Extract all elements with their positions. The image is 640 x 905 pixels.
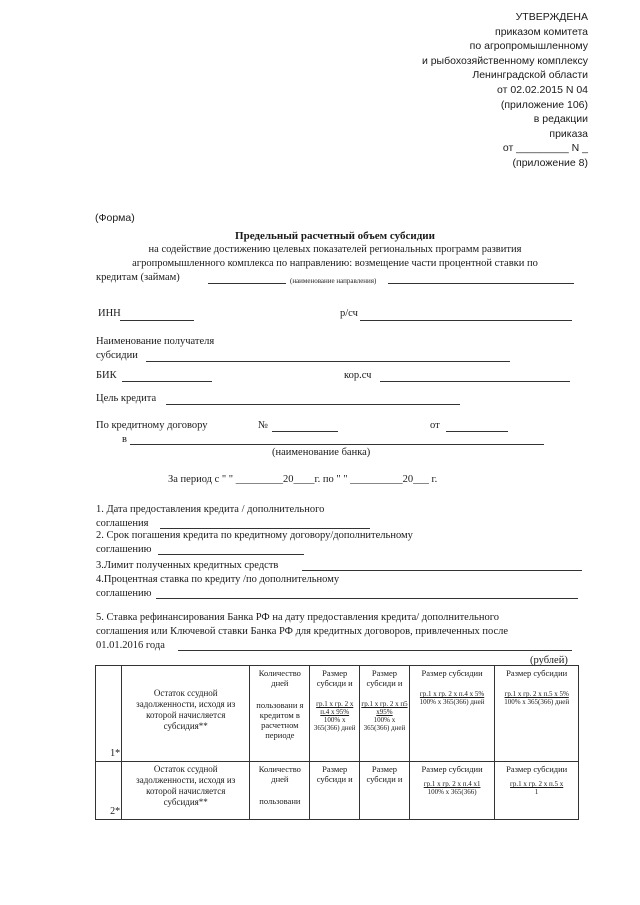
subsidy-cell — [495, 666, 579, 762]
item-4-field[interactable] — [156, 598, 578, 599]
approval-line: в редакции — [533, 113, 588, 126]
credit-purpose-label: Цель кредита — [96, 393, 157, 404]
item-4-line-1: 4.Процентная ставка по кредиту /по дополнительному — [96, 574, 340, 585]
contract-from-label: от — [430, 420, 440, 431]
item-2-line-1: 2. Срок погашения кредита по кредитному договору/дополнительному — [96, 530, 413, 541]
table-row — [96, 762, 579, 820]
subsidy-cell — [360, 762, 410, 820]
subsidy-title: Размер субсиди и — [366, 764, 403, 784]
subsidy-formula: гр.1 х гр. 2 х п.4 х 5% — [419, 690, 485, 698]
bank-name-field[interactable] — [130, 444, 544, 445]
balance-cell: Остаток ссудной задолженности, исходя из которой начисляется субсидия** — [122, 762, 250, 820]
item-1-line-2: соглашения — [96, 518, 149, 529]
subsidy-formula: гр.1 х гр. 2 х п.4 х1 — [423, 780, 481, 788]
approval-line: (приложение 8) — [512, 156, 588, 169]
currency-note: (рублей) — [530, 655, 568, 666]
item-3-field[interactable] — [302, 570, 582, 571]
subsidy-title: Размер субсиди и — [316, 668, 353, 688]
subsidy-denominator: 100% х 365(366) дней — [504, 698, 570, 706]
approval-line: приказом комитета — [495, 25, 588, 38]
subsidy-title: Размер субсидии — [506, 764, 568, 774]
subsidy-cell — [409, 762, 495, 820]
subsidy-title: Размер субсидии — [421, 668, 483, 678]
direction-underline-end — [388, 283, 574, 284]
item-1-line-1: 1. Дата предоставления кредита / дополнительного — [96, 504, 325, 515]
subsidy-cell — [310, 762, 360, 820]
rs-field[interactable] — [360, 320, 572, 321]
contract-date-field[interactable] — [446, 431, 508, 432]
item-2-line-2: соглашению — [96, 544, 152, 555]
days-title: Количество дней — [258, 668, 301, 688]
bank-hint: (наименование банка) — [272, 447, 371, 458]
subsidy-cell — [310, 666, 360, 762]
subsidy-cell — [409, 666, 495, 762]
approval-line: и рыбохозяйственному комплексу — [421, 54, 588, 67]
subsidy-denominator: 100% х 365(366) дней — [363, 716, 406, 732]
subsidy-title: Размер субсидии — [421, 764, 483, 774]
bank-in-label: в — [122, 434, 127, 445]
contract-number-field[interactable] — [272, 431, 338, 432]
item-5-line-1: 5. Ставка рефинансирования Банка РФ на дату предоставления кредита/ дополнительного — [96, 612, 500, 623]
item-1-field[interactable] — [160, 528, 370, 529]
days-cell — [250, 666, 310, 762]
subtitle-line-1: на содействие достижению целевых показателей региональных программ развития — [148, 244, 522, 255]
bik-field[interactable] — [122, 381, 212, 382]
subtitle-line-2: агропромышленного комплекса по направлению: возмещение части процентной ставки по — [132, 258, 538, 269]
approval-block — [422, 10, 588, 171]
bik-label: БИК — [96, 370, 117, 381]
subsidy-formula: гр.1 х гр. 2 х п.4 х 95% — [316, 700, 354, 716]
subsidy-denominator: 100% х 365(366) дней — [313, 716, 356, 732]
document-title: Предельный расчетный объем субсидии — [235, 230, 435, 242]
item-4-line-2: соглашению — [96, 588, 152, 599]
period-line: За период с " " _________20____г. по " " __________20___ г. — [168, 474, 438, 485]
subsidy-denominator: 1 — [534, 788, 539, 796]
table-row — [96, 666, 579, 762]
credit-purpose-field[interactable] — [166, 404, 460, 405]
subsidy-title: Размер субсиди и — [316, 764, 353, 784]
korsch-label: кор.сч — [344, 370, 372, 381]
subsidy-formula: гр.1 х гр. 2 х п5 х95% — [361, 700, 408, 716]
row-number: 1* — [96, 666, 122, 762]
balance-cell: Остаток ссудной задолженности, исходя из которой начисляется субсидия** — [122, 666, 250, 762]
form-label: (Форма) — [95, 212, 135, 224]
item-2-field[interactable] — [158, 554, 304, 555]
korsch-field[interactable] — [380, 381, 570, 382]
days-sub: пользовани — [259, 796, 301, 806]
subsidy-denominator: 100% х 365(366) — [427, 788, 477, 796]
subsidy-formula: гр.1 х гр. 2 х п.5 х — [510, 780, 564, 788]
subsidy-formula: гр.1 х гр. 2 х п.5 х 5% — [504, 690, 569, 698]
item-3: 3.Лимит полученных кредитных средств — [96, 560, 279, 571]
subsidy-denominator: 100% х 365(366) дней — [419, 698, 485, 706]
approval-line: приказа — [549, 127, 588, 140]
approval-line: Ленинградской области — [472, 69, 588, 82]
rs-label: р/сч — [340, 308, 358, 319]
inn-field[interactable] — [120, 320, 194, 321]
subsidy-cell — [360, 666, 410, 762]
subsidy-table — [95, 665, 579, 820]
approval-line: от 02.02.2015 N 04 — [497, 83, 588, 96]
days-title: Количество дней — [258, 764, 301, 784]
row-number: 2* — [96, 762, 122, 820]
inn-label: ИНН — [98, 308, 121, 319]
recipient-label-1: Наименование получателя — [96, 336, 215, 347]
subsidy-title: Размер субсидии — [506, 668, 568, 678]
item-5-field[interactable] — [178, 650, 572, 651]
days-sub: пользовани я кредитом в расчетном периоде — [256, 700, 304, 740]
subsidy-cell — [495, 762, 579, 820]
subtitle-line-3: кредитам (займам) — [96, 272, 180, 283]
item-5-line-2: соглашения или Ключевой ставки Банка РФ для кредитных договоров, привлеченных после — [96, 626, 509, 637]
contract-number-sign: № — [258, 420, 269, 431]
recipient-label-2: субсидии — [96, 350, 138, 361]
recipient-field[interactable] — [146, 361, 510, 362]
direction-hint: (наименование направления) — [290, 277, 377, 285]
approval-line: УТВЕРЖДЕНА — [515, 11, 588, 23]
contract-label: По кредитному договору — [96, 420, 208, 431]
approval-line: от _________ N _ — [502, 142, 588, 155]
subsidy-title: Размер субсиди и — [366, 668, 403, 688]
direction-underline — [208, 283, 286, 284]
approval-line: (приложение 106) — [500, 98, 588, 111]
item-5-line-3: 01.01.2016 года — [96, 640, 165, 651]
days-cell — [250, 762, 310, 820]
approval-line: по агропромышленному — [469, 40, 588, 53]
